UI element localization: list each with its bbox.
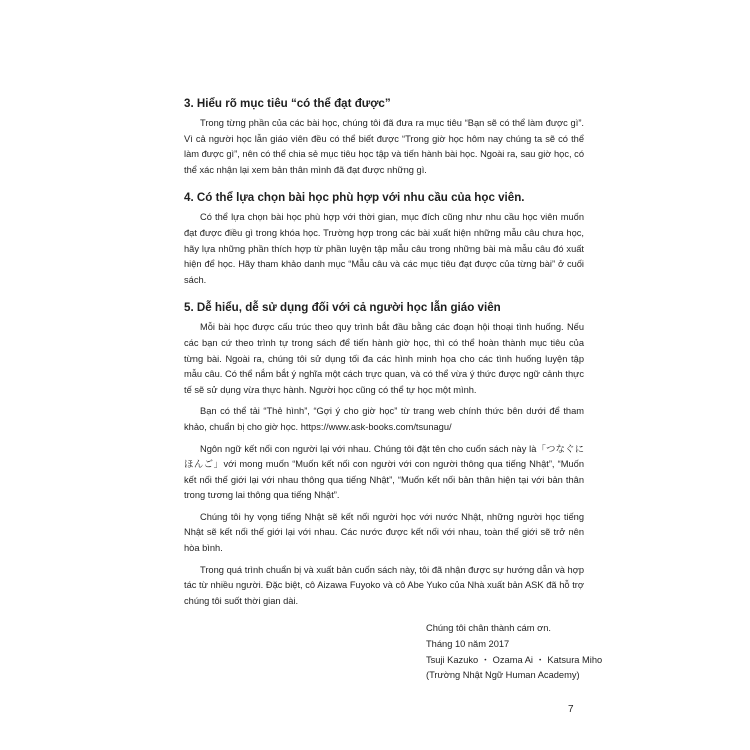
section-title: 3. Hiểu rõ mục tiêu “có thể đạt được” bbox=[184, 97, 391, 110]
closing-authors: Tsuji Kazuko ・ Ozama Ai ・ Katsura Miho bbox=[426, 654, 603, 665]
closing-affiliation: (Trường Nhật Ngữ Human Academy) bbox=[426, 670, 580, 681]
paragraph: Bạn có thể tải “Thẻ hình”, “Gợi ý cho giờ học” từ trang web chính thức bên dưới để tham khảo, chuẩn bị cho giờ học. https://www.ask-books.com/tsunagu/ bbox=[184, 406, 584, 432]
paragraph: Mỗi bài học được cấu trúc theo quy trình bắt đầu bằng các đoạn hội thoại tình huống. Nếu các bạn cứ theo trình tự trong sách để tiến hành giờ học, thì có thể hoàn thành mục tiêu của từng bài. Ngoài ra, chúng tôi sử dụng tối đa các hình minh họa cho các tình huống luyện tập mẫu câu. Có thể nắm bắt ý nghĩa một cách trực quan, và có thể vừa ý thức được ngữ cảnh thực tế sẽ sử dụng vừa thực hành. Người học cũng có thể tự học một mình. bbox=[184, 322, 584, 395]
section-title: 5. Dễ hiểu, dễ sử dụng đối với cả người học lẫn giáo viên bbox=[184, 301, 501, 315]
paragraph: Có thể lựa chọn bài học phù hợp với thời gian, mục đích cũng như nhu cầu học viên muốn đạt được điều gì trong khóa học. Trường hợp trong các bài xuất hiện những mẫu câu chưa học, hãy lựa những phần thích hợp từ phần luyện tập mẫu câu trong những bài mà mẫu câu đó xuất hiện để học. Hãy tham khảo danh mục “Mẫu câu và các mục tiêu đạt được của từng bài” ở cuối sách. bbox=[184, 212, 584, 285]
section-5 bbox=[184, 300, 584, 609]
section-3 bbox=[184, 96, 584, 178]
closing-date: Tháng 10 năm 2017 bbox=[426, 639, 510, 650]
paragraph: Trong quá trình chuẩn bị và xuất bản cuốn sách này, tôi đã nhận được sự hướng dẫn và hợp tác từ nhiều người. Đặc biệt, cô Aizawa Fuyoko và cô Abe Yuko của Nhà xuất bản ASK đã hỗ trợ chúng tôi suốt thời gian dài. bbox=[184, 564, 584, 606]
page-number: 7 bbox=[568, 704, 574, 715]
closing-thanks: Chúng tôi chân thành cám ơn. bbox=[426, 623, 551, 634]
section-4 bbox=[184, 190, 584, 288]
paragraph: Ngôn ngữ kết nối con người lại với nhau. Chúng tôi đặt tên cho cuốn sách này là「つなぐにほんご」với mong muốn “Muốn kết nối con người với con người thông qua tiếng Nhật”, “Muốn kết nối thế giới lại với nhau thông qua tiếng Nhật”, “Muốn kết nối bản thân hiện tại với bản thân trong tương lai thông qua tiếng Nhật”. bbox=[184, 443, 584, 501]
paragraph: Trong từng phần của các bài học, chúng tôi đã đưa ra mục tiêu “Bạn sẽ có thể làm được gì”. Vì cả người học lẫn giáo viên đều có thể biết được “Trong giờ học hôm nay chúng ta sẽ có thể làm được gì”, nên có thể chia sẻ mục tiêu học tập và tiến hành bài học. Ngoài ra, sau giờ học, có thể xác nhận lại xem bản thân mình đã đạt được những gì. bbox=[184, 118, 584, 175]
paragraph: Chúng tôi hy vọng tiếng Nhật sẽ kết nối người học với nước Nhật, những người học tiếng Nhật sẽ kết nối thế giới lại với nhau. Các nước được kết nối với nhau, toàn thế giới sẽ trở nên hòa bình. bbox=[184, 511, 584, 554]
closing-signature bbox=[426, 621, 616, 683]
page-content bbox=[184, 96, 603, 684]
section-title: 4. Có thể lựa chọn bài học phù hợp với nhu cầu của học viên. bbox=[184, 191, 525, 205]
